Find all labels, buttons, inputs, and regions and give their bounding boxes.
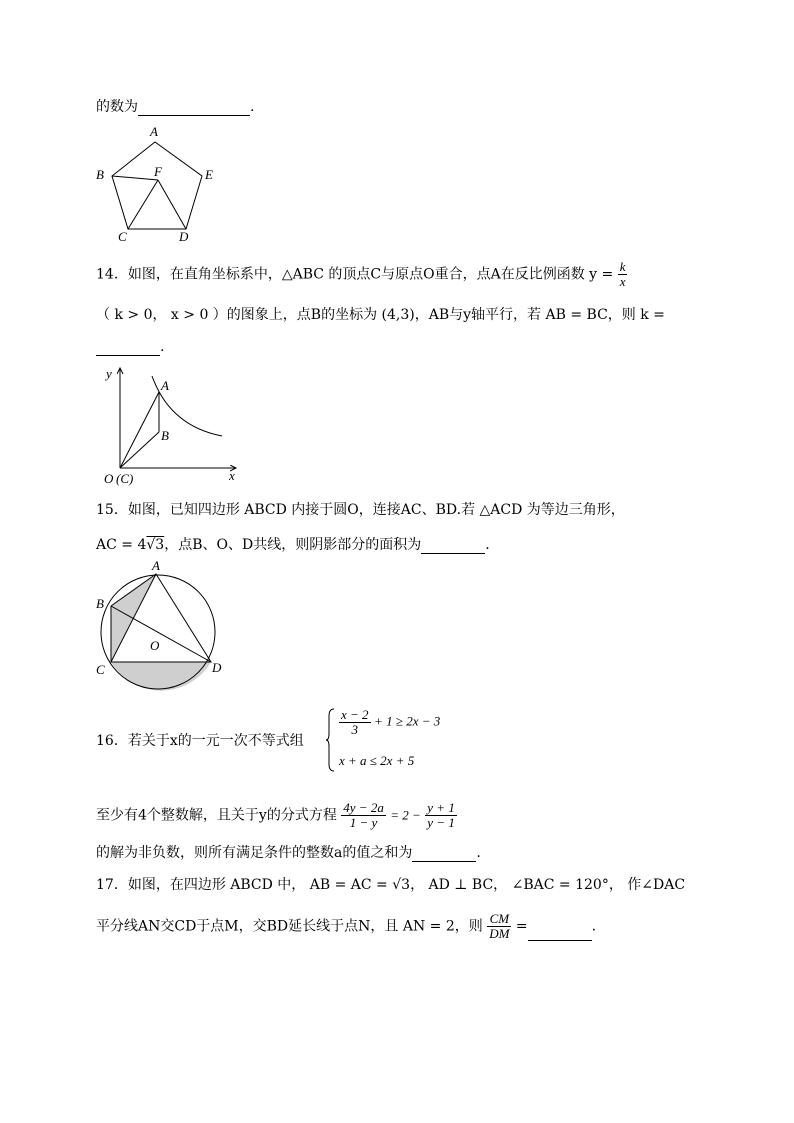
q17-line1: 17．如图，在四边形 ABCD 中， AB = AC = √3， AD ⊥ BC， ∠BAC = 120°， 作∠DAC (96, 877, 686, 893)
label-f: F (154, 164, 162, 179)
label-b: B (96, 596, 104, 611)
label-y: y (106, 366, 112, 381)
q16-lead: 16．若关于x的一元一次不等式组 (96, 733, 304, 749)
q16-answer-blank[interactable] (412, 843, 476, 862)
label-c: C (118, 229, 127, 244)
q13-tail: 的数为 . (96, 99, 255, 115)
segment-cb (120, 432, 159, 468)
label-a: A (152, 558, 160, 573)
q14-line1: 14．如图，在直角坐标系中，△ABC 的顶点C与原点O重合，点A在反比例函数 y = $\frac{k}{x}$ (96, 259, 626, 289)
segment-cf (128, 180, 158, 229)
q14-fraction: $\frac{k}{x}$ (619, 259, 626, 289)
q17-line2: 平分线AN交CD于点M，交BD延长线于点N，且 AN = 2，则 $\frac{CM}{DM}$ = . (96, 911, 597, 941)
hyperbola-figure (100, 362, 250, 490)
label-o: O (104, 471, 114, 486)
segment-bd (111, 606, 211, 662)
q15-answer-blank[interactable] (421, 535, 485, 554)
q16-line3: 的解为非负数，则所有满足条件的整数a的值之和为 . (96, 845, 481, 861)
label-x: x (229, 468, 235, 483)
pentagon-figure (94, 124, 224, 246)
q14-answer-blank[interactable] (96, 337, 160, 356)
label-c: C (96, 662, 105, 677)
label-e: E (205, 167, 213, 182)
circle-figure (90, 560, 230, 682)
shaded-segment (111, 662, 211, 691)
label-a: A (150, 124, 158, 139)
q13-answer-blank[interactable] (138, 97, 250, 116)
label-o: O (150, 638, 160, 653)
q16-line2: 至少有4个整数解，且关于y的分式方程 $\frac{4y - 2a}{1 - y}$ = 2 − $\frac{y + 1}{y - 1}$ (96, 800, 455, 830)
q15-line2: AC = 4√3，点B、O、D共线，则阴影部分的面积为 . (96, 537, 490, 553)
q15-line1: 15．如图，已知四边形 ABCD 内接于圆O，连接AC、BD.若 △ACD 为等边三角形， (96, 502, 625, 518)
q16-inequality-1: $\frac{x - 2}{3}$ + 1 ≥ 2x − 3 (341, 707, 441, 737)
label-d: D (212, 660, 222, 675)
segment-df (158, 180, 186, 229)
segment-ca (120, 392, 159, 468)
q16-inequality-2: x + a ≤ 2x + 5 (339, 753, 415, 768)
q14-line2: （ k > 0， x > 0 ）的图象上，点B的坐标为 (4,3)，AB与y轴平行，若 AB = BC，则 k = (96, 307, 665, 323)
segment-bf (112, 176, 158, 180)
label-b: B (161, 428, 169, 443)
q17-answer-blank[interactable] (528, 922, 592, 941)
label-b: B (96, 167, 104, 182)
label-d: D (179, 229, 189, 244)
label-a: A (161, 378, 169, 393)
pentagon-outline (112, 142, 202, 229)
system-brace (326, 708, 336, 772)
q14-line3: . (96, 337, 164, 356)
label-c: (C) (116, 471, 134, 486)
